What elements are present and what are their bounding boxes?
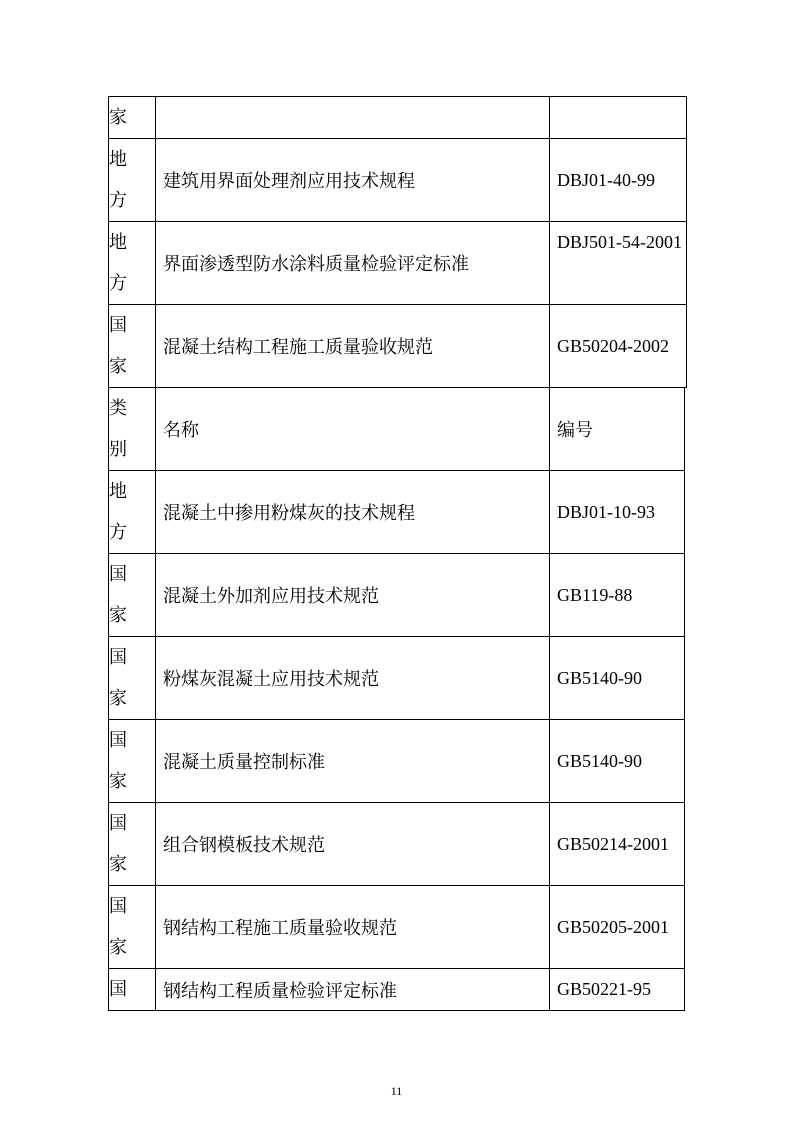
header-category-cell xyxy=(109,388,156,471)
code-cell xyxy=(550,97,687,139)
code-cell: GB119-88 xyxy=(550,554,685,637)
category-char: 方 xyxy=(109,190,127,211)
header-name-cell: 名称 xyxy=(156,388,550,471)
category-cell xyxy=(109,554,156,637)
category-cell xyxy=(109,222,156,305)
name-cell: 粉煤灰混凝土应用技术规范 xyxy=(156,637,550,720)
category-char: 国 xyxy=(109,730,127,751)
category-char: 国 xyxy=(109,564,127,585)
category-char: 国 xyxy=(109,647,127,668)
category-char: 家 xyxy=(109,356,127,377)
category-char: 家 xyxy=(109,937,127,958)
category-cell xyxy=(109,886,156,969)
code-cell: GB50204-2002 xyxy=(550,305,687,388)
category-cell xyxy=(109,969,156,1011)
table-row xyxy=(109,637,685,720)
table-row xyxy=(109,471,685,554)
category-char: 家 xyxy=(109,605,127,626)
name-cell: 界面渗透型防水涂料质量检验评定标准 xyxy=(156,222,550,305)
category-char: 家 xyxy=(109,854,127,875)
code-cell: GB50205-2001 xyxy=(550,886,685,969)
table-row xyxy=(109,305,687,388)
category-char: 类 xyxy=(109,398,127,419)
name-cell: 混凝土外加剂应用技术规范 xyxy=(156,554,550,637)
table-header-row xyxy=(109,388,685,471)
category-char: 地 xyxy=(109,481,127,502)
category-char: 家 xyxy=(109,107,127,128)
category-cell xyxy=(109,97,156,139)
name-cell: 组合钢模板技术规范 xyxy=(156,803,550,886)
standards-table-continued xyxy=(108,96,687,388)
code-cell: DBJ01-10-93 xyxy=(550,471,685,554)
category-cell xyxy=(109,803,156,886)
category-char: 别 xyxy=(109,439,127,460)
category-cell xyxy=(109,637,156,720)
table-row xyxy=(109,554,685,637)
table-row xyxy=(109,222,687,305)
category-char: 方 xyxy=(109,273,127,294)
category-char: 国 xyxy=(109,979,127,1000)
category-cell xyxy=(109,471,156,554)
table-row xyxy=(109,969,685,1011)
category-char: 家 xyxy=(109,771,127,792)
table-row xyxy=(109,803,685,886)
name-cell: 混凝土质量控制标准 xyxy=(156,720,550,803)
name-cell: 混凝土结构工程施工质量验收规范 xyxy=(156,305,550,388)
standards-table xyxy=(108,387,685,1011)
category-char: 国 xyxy=(109,896,127,917)
category-char: 家 xyxy=(109,688,127,709)
code-cell: DBJ01-40-99 xyxy=(550,139,687,222)
code-cell: GB50221-95 xyxy=(550,969,685,1011)
category-cell xyxy=(109,139,156,222)
category-cell xyxy=(109,720,156,803)
name-cell: 建筑用界面处理剂应用技术规程 xyxy=(156,139,550,222)
code-cell: GB5140-90 xyxy=(550,637,685,720)
page-number: 11 xyxy=(390,1084,403,1098)
table-row xyxy=(109,886,685,969)
header-code-cell: 编号 xyxy=(550,388,685,471)
code-cell: GB50214-2001 xyxy=(550,803,685,886)
category-char: 方 xyxy=(109,522,127,543)
category-cell xyxy=(109,305,156,388)
name-cell: 钢结构工程施工质量验收规范 xyxy=(156,886,550,969)
category-char: 地 xyxy=(109,149,127,170)
table-row xyxy=(109,97,687,139)
name-cell: 混凝土中掺用粉煤灰的技术规程 xyxy=(156,471,550,554)
name-cell: 钢结构工程质量检验评定标准 xyxy=(156,969,550,1011)
category-char: 国 xyxy=(109,315,127,336)
name-cell xyxy=(156,97,550,139)
code-cell: GB5140-90 xyxy=(550,720,685,803)
code-cell: DBJ501-54-2001 xyxy=(550,222,687,305)
category-char: 国 xyxy=(109,813,127,834)
category-char: 地 xyxy=(109,232,127,253)
table-row xyxy=(109,720,685,803)
table-row xyxy=(109,139,687,222)
